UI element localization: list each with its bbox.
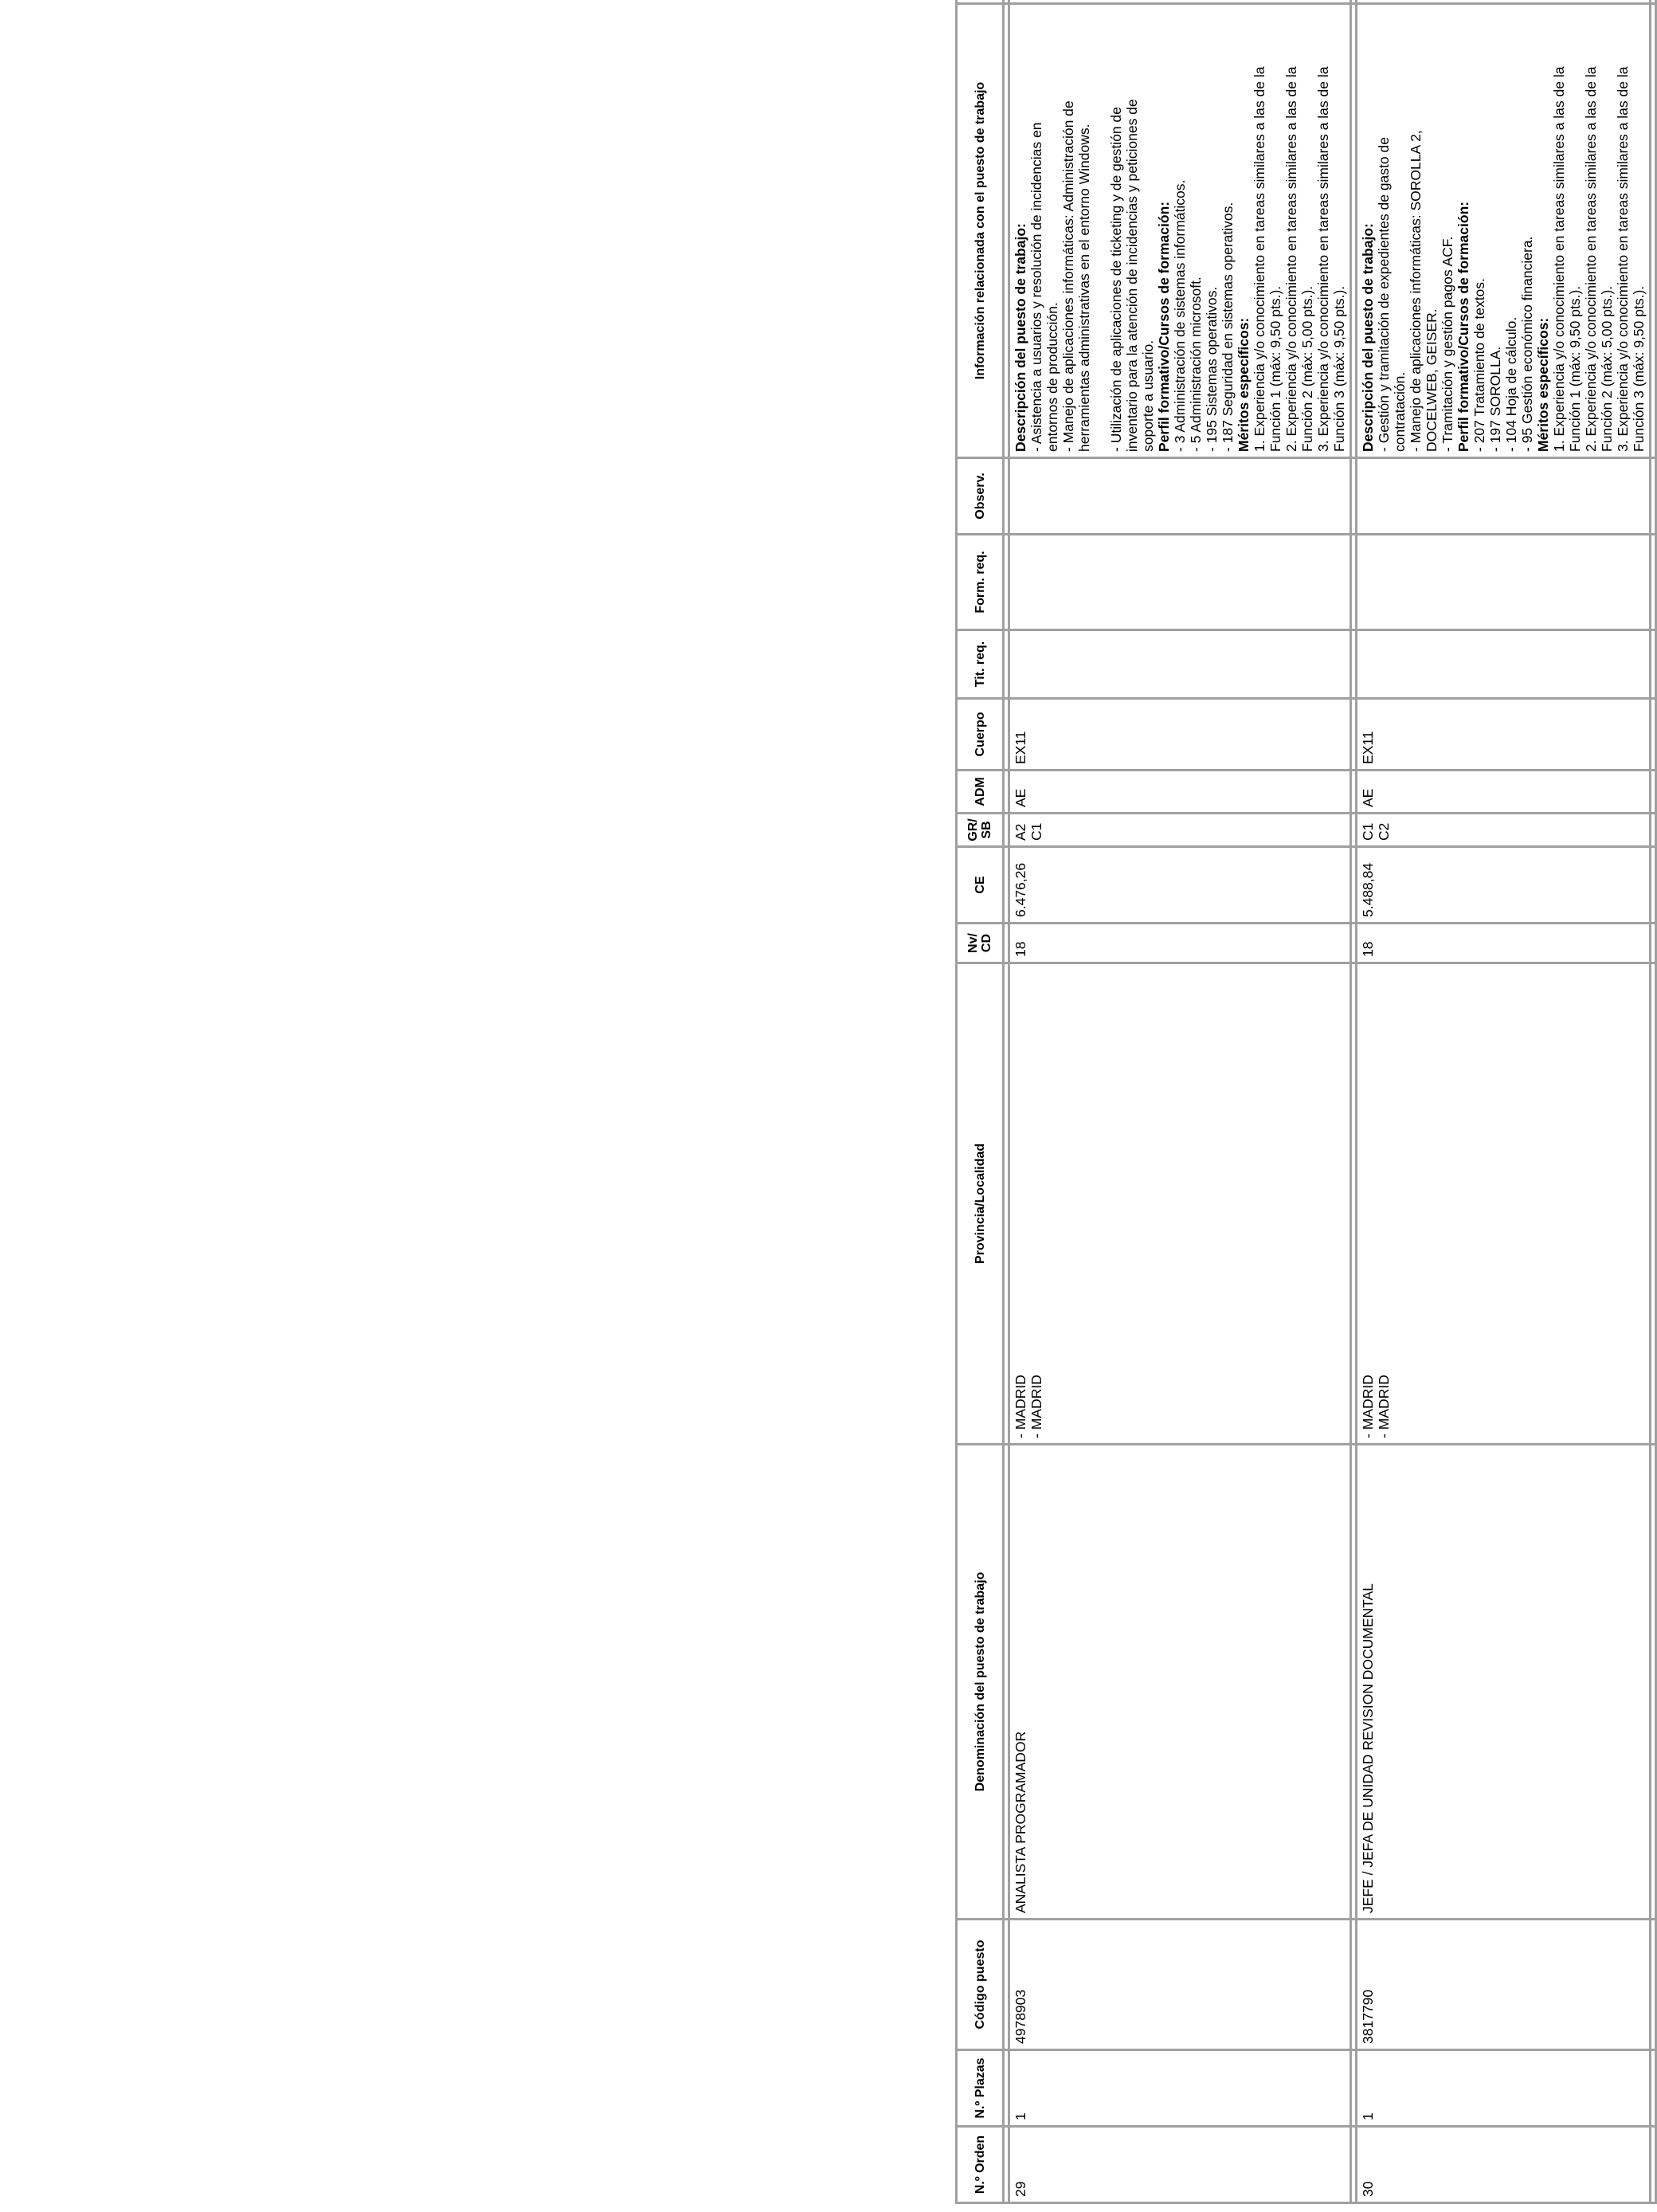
info-line: 2. Experiencia y/o conocimiento en tareas similares a las de la [1283, 66, 1299, 452]
info-line: - Asistencia a usuarios y resolución de incidencias en [1028, 122, 1044, 452]
cell-provincia-line: - MADRID [1360, 1375, 1376, 1438]
info-heading: Descripción del puesto de trabajo: [1360, 223, 1376, 452]
header-titulacion: Tit. req. [957, 630, 1004, 699]
cell-nivel: 18 [1357, 924, 1651, 963]
header-cuerpo: Cuerpo [957, 699, 1004, 771]
info-line: soporte a usuario. [1140, 339, 1156, 452]
header-nivel: Nv/ CD [957, 924, 1004, 963]
cell-codigo: 4978903 [1009, 1920, 1351, 2050]
info-line: - Manejo de aplicaciones informáticas: SOROLLA 2, [1408, 130, 1424, 452]
header-row [957, 0, 1004, 2203]
info-line: - Utilización de aplicaciones de ticketing y de gestión de [1108, 107, 1124, 452]
cell-provincia-line: - MADRID [1376, 1375, 1392, 1438]
info-line: Función 3 (máx: 9,50 pts.). [1631, 285, 1647, 452]
cell-observaciones [1009, 458, 1351, 535]
info-line: - Tramitación y gestión pagos ACF. [1440, 236, 1455, 452]
cell-me [1009, 0, 1351, 4]
info-line: 2. Experiencia y/o conocimiento en tareas similares a las de la [1583, 66, 1599, 452]
cell-denominacion: JEFE / JEFA DE UNIDAD REVISION DOCUMENTAL [1357, 1445, 1651, 1920]
info-line: 1. Experiencia y/o conocimiento en tareas similares a las de la [1252, 66, 1267, 452]
cell-grupo-line: C1 [1360, 822, 1376, 841]
info-line: Función 1 (máx: 9,50 pts.). [1567, 285, 1583, 452]
header-observaciones: Observ. [957, 458, 1004, 535]
cell-plazas: 1 [1357, 2050, 1651, 2127]
job-positions-table [955, 0, 1657, 2204]
cell-grupo-line: A2 [1013, 823, 1028, 841]
info-line: Función 3 (máx: 9,50 pts.). [1331, 285, 1347, 452]
info-line: - Manejo de aplicaciones informáticas: Administración de [1060, 100, 1076, 452]
info-line: - 3 Administración de sistemas informáticos. [1172, 179, 1188, 452]
cell-cuerpo: EX11 [1009, 699, 1351, 771]
info-heading: Méritos específicos: [1236, 317, 1252, 452]
info-heading: Perfil formativo/Cursos de formación: [1455, 201, 1471, 452]
header-formacion: Form. req. [957, 535, 1004, 630]
cell-codigo: 3817790 [1357, 1920, 1651, 2050]
header-spacer-row [1004, 0, 1009, 2203]
cell-titulacion [1357, 630, 1651, 699]
info-line: - 95 Gestión económico financiera. [1519, 236, 1535, 452]
cell-plazas: 1 [1009, 2050, 1351, 2127]
row-spacer [1351, 0, 1357, 2203]
table-body [1009, 0, 1656, 2203]
info-heading: Perfil formativo/Cursos de formación: [1156, 201, 1172, 452]
info-line: contratación. [1392, 371, 1408, 452]
info-line: - Gestión y tramitación de expedientes de gasto de [1376, 137, 1392, 452]
header-me [957, 0, 1004, 4]
cell-provincia [1009, 963, 1351, 1445]
cell-formacion [1357, 535, 1651, 630]
cell-observaciones [1357, 458, 1651, 535]
info-line: - 207 Tratamiento de textos. [1471, 278, 1487, 452]
cell-grupo [1009, 814, 1351, 847]
header-grupo: GR/ SB [957, 814, 1004, 847]
table-row [1009, 0, 1351, 2203]
info-line: 3. Experiencia y/o conocimiento en tareas similares a las de la [1315, 66, 1331, 452]
cell-orden: 30 [1357, 2127, 1651, 2203]
cell-adm: AE [1009, 771, 1351, 814]
header-denominacion: Denominación del puesto de trabajo [957, 1445, 1004, 1920]
cell-formacion [1009, 535, 1351, 630]
info-line: - 5 Administración microsoft. [1188, 276, 1204, 452]
info-line: Función 1 (máx: 9,50 pts.). [1267, 285, 1283, 452]
cell-provincia-line: - MADRID [1013, 1375, 1028, 1438]
cell-cuerpo: EX11 [1357, 699, 1651, 771]
info-heading: Descripción del puesto de trabajo: [1013, 223, 1028, 452]
cell-informacion [1357, 4, 1651, 458]
info-line: - 187 Seguridad en sistemas operativos. [1220, 202, 1236, 452]
row-spacer [1651, 0, 1656, 2203]
info-line: 3. Experiencia y/o conocimiento en tareas similares a las de la [1615, 66, 1631, 452]
info-blank-line [1092, 10, 1108, 452]
header-provincia: Provincia/Localidad [957, 963, 1004, 1445]
cell-grupo-line: C1 [1028, 822, 1044, 841]
cell-ce: 6.476,26 [1009, 847, 1351, 924]
info-line: DOCELWEB, GEISER. [1424, 308, 1440, 452]
cell-orden: 29 [1009, 2127, 1351, 2203]
info-line: 1. Experiencia y/o conocimiento en tareas similares a las de la [1551, 66, 1567, 452]
info-line: herramientas administrativas en el entorno Windows. [1076, 124, 1092, 452]
header-ce: CE [957, 847, 1004, 924]
cell-informacion [1009, 4, 1351, 458]
cell-titulacion [1009, 630, 1351, 699]
header-adm: ADM [957, 771, 1004, 814]
cell-denominacion: ANALISTA PROGRAMADOR [1009, 1445, 1351, 1920]
header-codigo: Código puesto [957, 1920, 1004, 2050]
info-line: inventario para la atención de incidencias y peticiones de [1124, 99, 1140, 452]
cell-me [1357, 0, 1651, 4]
info-line: - 195 Sistemas operativos. [1204, 286, 1220, 452]
info-line: - 104 Hoja de cálculo. [1503, 316, 1519, 452]
cell-adm: AE [1357, 771, 1651, 814]
table-row [1357, 0, 1651, 2203]
info-line: Función 2 (máx: 5,00 pts.). [1599, 285, 1615, 452]
header-plazas: N.º Plazas [957, 2050, 1004, 2127]
cell-grupo [1357, 814, 1651, 847]
info-line: Función 2 (máx: 5,00 pts.). [1299, 285, 1315, 452]
info-line: - 197 SOROLLA. [1487, 346, 1503, 452]
cell-provincia [1357, 963, 1651, 1445]
info-heading: Méritos específicos: [1535, 317, 1551, 452]
cell-nivel: 18 [1009, 924, 1351, 963]
cell-ce: 5.488,84 [1357, 847, 1651, 924]
header-informacion: Información relacionada con el puesto de trabajo [957, 4, 1004, 458]
cell-provincia-line: - MADRID [1028, 1375, 1044, 1438]
info-line: entornos de producción. [1044, 302, 1060, 452]
cell-grupo-line: C2 [1376, 822, 1392, 841]
header-orden: N.º Orden [957, 2127, 1004, 2203]
